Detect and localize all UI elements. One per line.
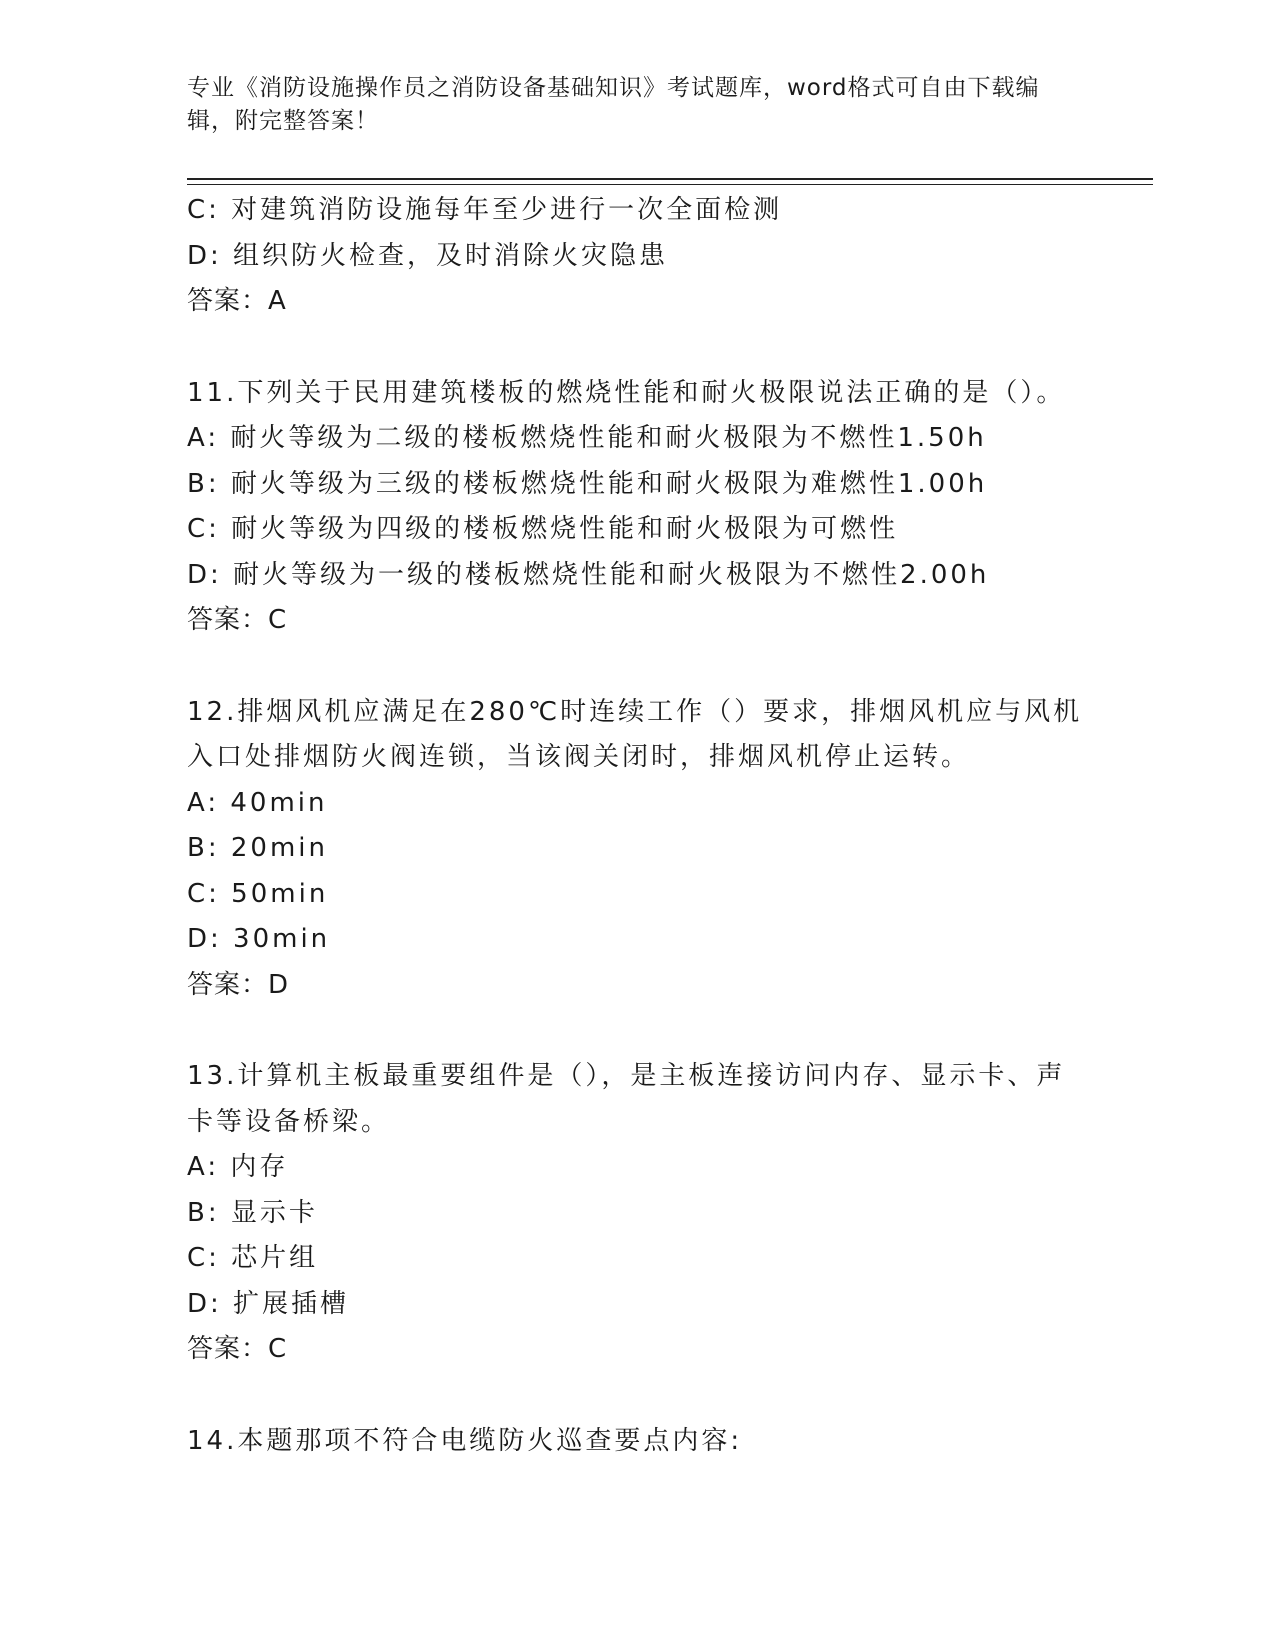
question-stem: 11.下列关于民用建筑楼板的燃烧性能和耐火极限说法正确的是（）。 bbox=[187, 377, 1066, 408]
answer: 答案：C bbox=[187, 1334, 288, 1364]
question-stem-line-1: 12.排烟风机应满足在280℃时连续工作（）要求，排烟风机应与风机 bbox=[187, 696, 1083, 727]
header-line-2: 辑，附完整答案！ bbox=[187, 108, 379, 134]
question-stem-line-2: 卡等设备桥梁。 bbox=[187, 1106, 391, 1137]
option-b: B: 显示卡 bbox=[187, 1197, 318, 1228]
question-stem: 14.本题那项不符合电缆防火巡查要点内容: bbox=[187, 1425, 743, 1456]
header-line-1: 专业《消防设施操作员之消防设备基础知识》考试题库，word格式可自由下载编 bbox=[187, 75, 1040, 101]
question-13 bbox=[187, 1054, 1087, 1373]
option-c: C: 50min bbox=[187, 878, 329, 909]
question-list bbox=[187, 188, 1087, 1464]
answer: 答案：C bbox=[187, 605, 288, 635]
answer: 答案：A bbox=[187, 286, 287, 316]
option-b: B: 耐火等级为三级的楼板燃烧性能和耐火极限为难燃性1.00h bbox=[187, 468, 988, 499]
question-stem-line-2: 入口处排烟防火阀连锁，当该阀关闭时，排烟风机停止运转。 bbox=[187, 742, 971, 772]
option-a: A: 耐火等级为二级的楼板燃烧性能和耐火极限为不燃性1.50h bbox=[187, 423, 987, 453]
question-stem-line-1: 13.计算机主板最重要组件是（），是主板连接访问内存、显示卡、声 bbox=[187, 1061, 1066, 1091]
option-d: D: 组织防火检查，及时消除火灾隐患 bbox=[187, 240, 669, 271]
option-d: D: 扩展插槽 bbox=[187, 1288, 350, 1319]
question-11 bbox=[187, 371, 1087, 644]
question-12 bbox=[187, 690, 1087, 1009]
option-d: D: 耐火等级为一级的楼板燃烧性能和耐火极限为不燃性2.00h bbox=[187, 559, 990, 590]
option-a: A: 内存 bbox=[187, 1152, 289, 1182]
header-rule-thin bbox=[187, 184, 1153, 185]
option-c: C: 芯片组 bbox=[187, 1243, 319, 1273]
option-a: A: 40min bbox=[187, 787, 328, 818]
question-14 bbox=[187, 1419, 1087, 1465]
header-rule-thick bbox=[187, 178, 1153, 180]
option-c: C: 耐火等级为四级的楼板燃烧性能和耐火极限为可燃性 bbox=[187, 514, 899, 544]
document-header bbox=[187, 72, 1067, 138]
option-c: C: 对建筑消防设施每年至少进行一次全面检测 bbox=[187, 195, 783, 225]
option-b: B: 20min bbox=[187, 833, 328, 863]
option-d: D: 30min bbox=[187, 924, 331, 954]
prev-question bbox=[187, 188, 1087, 325]
answer: 答案：D bbox=[187, 969, 290, 1000]
